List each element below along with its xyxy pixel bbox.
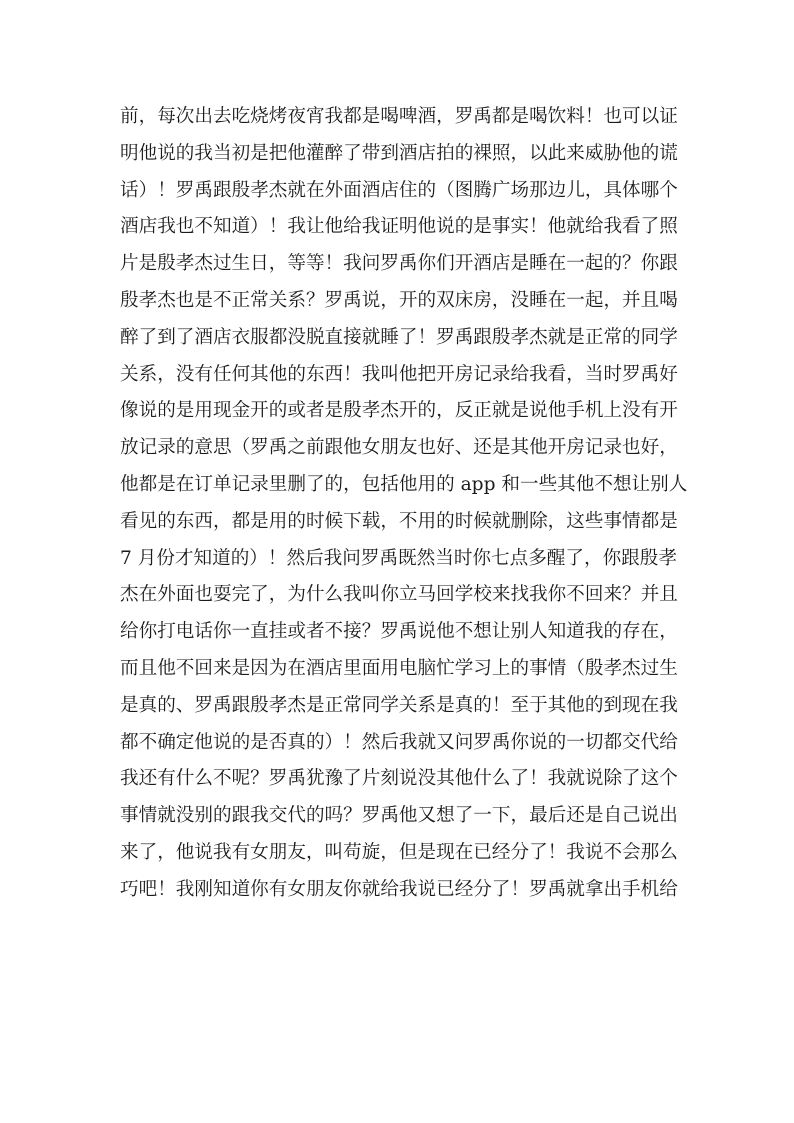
text-line: 7 月份才知道的）！然后我问罗禹既然当时你七点多醒了，你跟殷孝 [120, 547, 677, 569]
text-line: 片是殷孝杰过生日，等等！我问罗禹你们开酒店是睡在一起的？你跟 [120, 253, 678, 275]
body-paragraph [120, 99, 688, 909]
text-line: 来了，他说我有女朋友，叫苟旋，但是现在已经分了！我说不会那么 [120, 841, 678, 863]
text-line: 而且他不回来是因为在酒店里面用电脑忙学习上的事情（殷孝杰过生 [120, 657, 678, 679]
text-line: 是真的、罗禹跟殷孝杰是正常同学关系是真的！至于其他的到现在我 [120, 694, 678, 716]
text-line: 像说的是用现金开的或者是殷孝杰开的，反正就是说他手机上没有开 [120, 400, 678, 422]
text-line: 放记录的意思（罗禹之前跟他女朋友也好、还是其他开房记录也好， [120, 437, 678, 459]
text-line: 我还有什么不呢？罗禹犹豫了片刻说没其他什么了！我就说除了这个 [120, 768, 678, 790]
text-line: 明他说的我当初是把他灌醉了带到酒店拍的裸照，以此来威胁他的谎 [120, 142, 678, 164]
text-line: 都不确定他说的是否真的）！然后我就又问罗禹你说的一切都交代给 [120, 731, 678, 753]
text-line: 醉了到了酒店衣服都没脱直接就睡了！罗禹跟殷孝杰就是正常的同学 [120, 326, 678, 348]
text-line: 关系，没有任何其他的东西！我叫他把开房记录给我看，当时罗禹好 [120, 363, 678, 385]
text-line: 事情就没别的跟我交代的吗？罗禹他又想了一下，最后还是自己说出 [120, 805, 678, 827]
text-line: 殷孝杰也是不正常关系？罗禹说，开的双床房，没睡在一起，并且喝 [120, 289, 678, 311]
text-line: 他都是在订单记录里删了的，包括他用的 app 和一些其他不想让别人 [120, 473, 688, 495]
text-line: 看见的东西，都是用的时候下载，不用的时候就删除，这些事情都是 [120, 510, 678, 532]
text-line: 前，每次出去吃烧烤夜宵我都是喝啤酒，罗禹都是喝饮料！也可以证 [120, 106, 678, 127]
text-line: 杰在外面也耍完了，为什么我叫你立马回学校来找我你不回来？并且 [120, 584, 678, 606]
text-line: 给你打电话你一直挂或者不接？罗禹说他不想让别人知道我的存在， [120, 621, 678, 643]
text-line: 话）！罗禹跟殷孝杰就在外面酒店住的（图腾广场那边儿，具体哪个 [120, 179, 678, 201]
text-line: 巧吧！我刚知道你有女朋友你就给我说已经分了！罗禹就拿出手机给 [120, 878, 678, 900]
text-line: 酒店我也不知道）！我让他给我证明他说的是事实！他就给我看了照 [120, 216, 678, 238]
